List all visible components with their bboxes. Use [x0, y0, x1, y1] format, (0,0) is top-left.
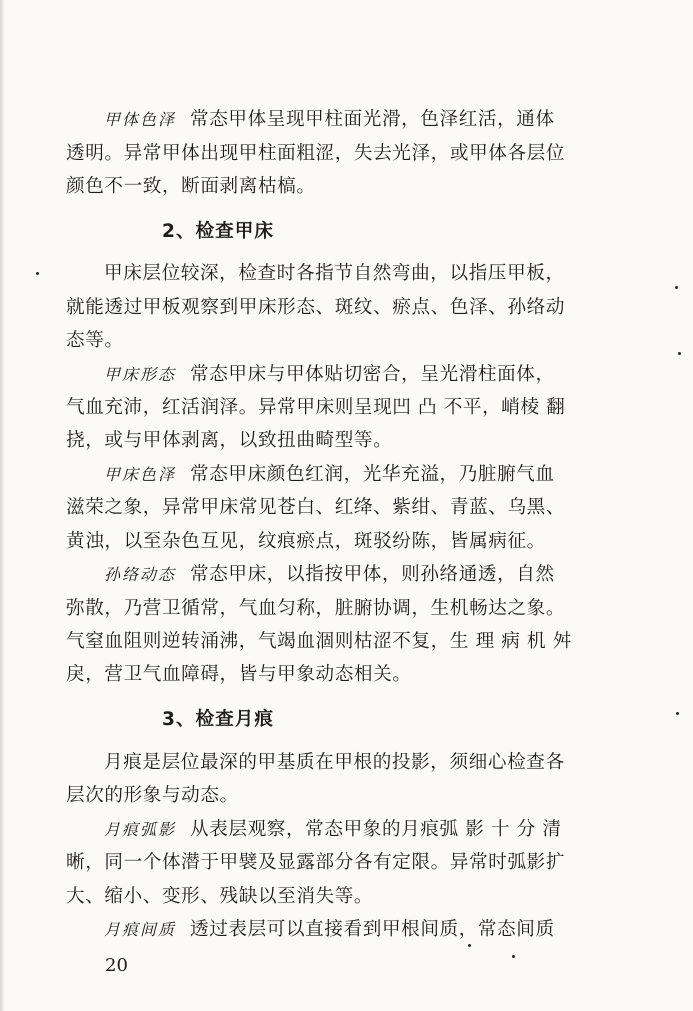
page-number: 20 [105, 955, 128, 976]
term-lunula-matrix: 月痕间质 [104, 920, 177, 939]
term-lunula-arc: 月痕弧影 [104, 820, 177, 839]
paragraph-lunula-arc-line-1: 月痕弧影 从表层观察，常态甲象的月痕弧 影 十 分 清 [104, 819, 562, 840]
paragraph-collateral-dynamics-line-2: 弥散，乃营卫循常，气血匀称，脏腑协调，生机畅达之象。 [66, 598, 566, 619]
paragraph-collateral-dynamics-line-4: 戾，营卫气血障碍，皆与甲象动态相关。 [66, 664, 412, 685]
heading-check-lunula: 3、检查月痕 [162, 709, 274, 730]
paragraph-nail-bed-shape-line-1: 甲床形态 常态甲床与甲体贴切密合，呈光滑柱面体， [104, 364, 555, 385]
heading-check-nail-bed: 2、检查甲床 [162, 221, 274, 242]
paragraph-nail-bed-shape-line-2: 气血充沛，红活润泽。异常甲床则呈现凹 凸 不平，峭棱 翻 [66, 397, 566, 418]
paragraph-nail-bed-shape-line-3: 挠，或与甲体剥离，以致扭曲畸型等。 [66, 430, 393, 451]
term-collateral-dynamics: 孙络动态 [104, 565, 177, 584]
paragraph-collateral-dynamics-line-3: 气窒血阻则逆转涌沸，气竭血涸则枯涩不复，生 理 病 机 舛 [66, 631, 572, 652]
paragraph-nail-body-color-line-1: 甲体色泽 常态甲体呈现甲柱面光滑，色泽红活，通体 [104, 109, 555, 130]
scan-speck [36, 272, 39, 275]
paragraph-lunula-intro-line-1: 月痕是层位最深的甲基质在甲根的投影，须细心检查各 [104, 752, 565, 773]
scan-edge-shadow [0, 0, 5, 1011]
paragraph-nail-bed-intro-line-1: 甲床层位较深，检查时各指节自然弯曲，以指压甲板， [104, 263, 565, 284]
paragraph-lunula-intro-line-2: 层次的形象与动态。 [66, 785, 239, 806]
paragraph-nail-bed-intro-line-3: 态等。 [66, 330, 124, 351]
paragraph-lunula-arc-line-3: 大、缩小、变形、残缺以至消失等。 [66, 886, 374, 907]
scan-speck [676, 712, 679, 715]
paragraph-nail-bed-color-line-3: 黄浊，以至杂色互见，纹痕瘀点，斑驳纷陈，皆属病征。 [66, 531, 546, 552]
term-nail-bed-color: 甲床色泽 [104, 465, 177, 484]
paragraph-nail-body-color-line-2: 透明。异常甲体出现甲柱面粗涩，失去光泽，或甲体各层位 [66, 143, 566, 164]
scan-speck [468, 944, 471, 947]
paragraph-nail-bed-color-line-1: 甲床色泽 常态甲床颜色红润，光华充溢，乃脏腑气血 [104, 464, 555, 485]
paragraph-lunula-arc-line-2: 晰，同一个体潜于甲襞及显露部分各有定限。异常时弧影扩 [66, 852, 566, 873]
term-nail-body-color: 甲体色泽 [104, 110, 177, 129]
scan-speck [512, 955, 515, 958]
paragraph-collateral-dynamics-line-1: 孙络动态 常态甲床，以指按甲体，则孙络通透，自然 [104, 564, 555, 585]
term-nail-bed-shape: 甲床形态 [104, 365, 177, 384]
scan-speck [675, 286, 678, 289]
paragraph-nail-body-color-line-3: 颜色不一致，断面剥离枯槁。 [66, 176, 316, 197]
scan-speck [678, 352, 681, 355]
paragraph-nail-bed-intro-line-2: 就能透过甲板观察到甲床形态、斑纹、瘀点、色泽、孙络动 [66, 297, 566, 318]
paragraph-lunula-matrix-line-1: 月痕间质 透过表层可以直接看到甲根间质，常态间质 [104, 919, 555, 940]
paragraph-nail-bed-color-line-2: 滋荣之象，异常甲床常见苍白、红绛、紫绀、青蓝、乌黑、 [66, 497, 566, 518]
